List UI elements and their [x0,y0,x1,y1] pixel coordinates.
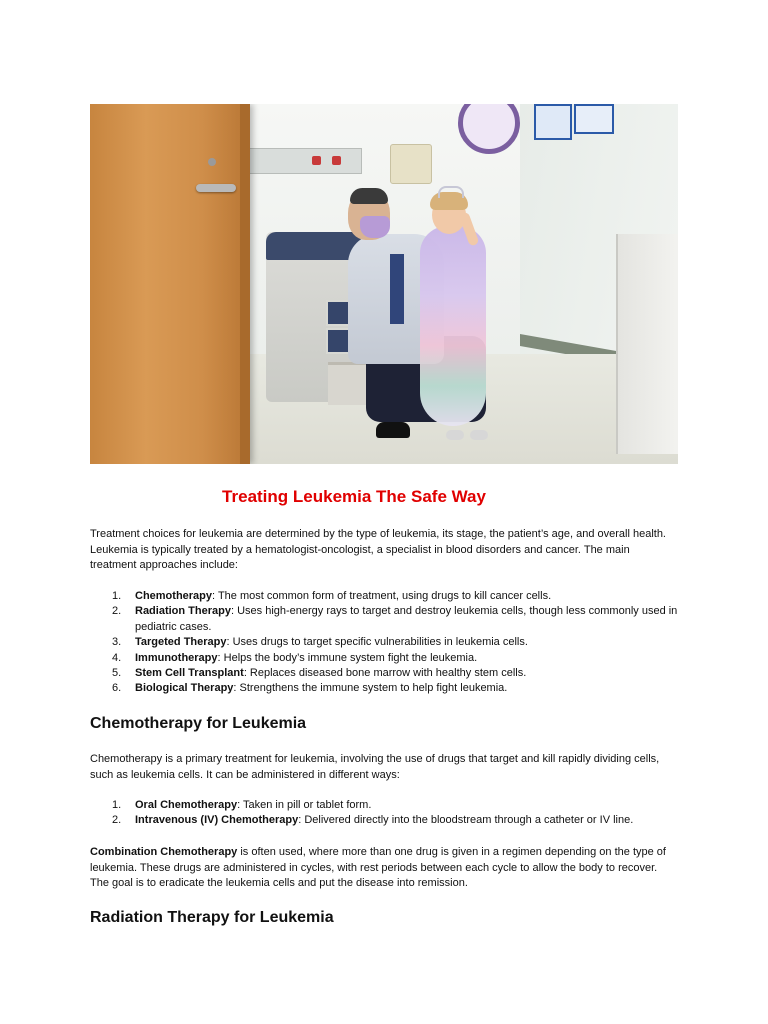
list-term: Targeted Therapy [135,636,227,649]
list-term: Stem Cell Transplant [135,667,244,680]
list-desc: : Uses high-energy rays to target and destroy leukemia cells, though less commonly used in pediatric cases. [135,605,678,633]
photo-wall-poster [534,104,572,140]
photo-child-tiara [438,186,464,198]
list-item [90,635,678,650]
photo-child-shoe [446,430,464,440]
list-desc: : Strengthens the immune system to help fight leukemia. [233,682,508,695]
list-term: Radiation Therapy [135,605,231,618]
list-desc: : Taken in pill or tablet form. [237,799,372,811]
photo-doctor-hair [350,188,388,204]
list-item [90,666,678,681]
hero-photo [90,104,678,464]
photo-doctor-tie [390,254,404,324]
list-item [90,651,678,666]
photo-doctor-shoe [376,422,410,438]
photo-child-dress [420,226,486,426]
photo-door-handle [196,184,236,192]
chemotherapy-methods-list [90,798,678,829]
list-number: 3. [112,636,122,649]
list-term: Biological Therapy [135,682,234,695]
photo-door-edge [240,104,250,464]
list-number: 2. [112,814,122,827]
list-term: Immunotherapy [135,651,218,664]
chemotherapy-paragraph: Chemotherapy is a primary treatment for leukemia, involving the use of drugs that target and kill rapidly dividing cells, such as leukemia cells. It can be administered in different ways: [90,753,660,781]
list-desc: : Helps the body’s immune system fight the leukemia. [217,651,478,664]
combination-text: is often used, where more than one drug is given in a regimen depending on the type of leukemia. These drugs are administered in cycles, with rest periods between each cycle to allow the body to recover. The goal is to eradicate the leukemia cells and put the disease into remission. [90,846,666,889]
combination-term: Combination Chemotherapy [90,846,238,858]
photo-doctor-mask [360,216,390,238]
list-number: 4. [112,651,122,664]
treatment-approaches-list [90,589,678,697]
photo-door [90,104,250,464]
list-term: Oral Chemotherapy [135,799,238,811]
list-item [90,813,678,828]
list-number: 1. [112,799,122,811]
intro-paragraph: Treatment choices for leukemia are determined by the type of leukemia, its stage, the patient’s age, and overall health. Leukemia is typically treated by a hematologist-oncologist, a specialist in blood disorders and cancer. The main treatment approaches include: [90,528,666,571]
list-desc: : Uses drugs to target specific vulnerabilities in leukemia cells. [226,636,528,649]
list-desc: : Replaces diseased bone marrow with healthy stem cells. [243,667,527,680]
list-item [90,681,678,696]
list-item [90,604,678,635]
list-number: 5. [112,667,122,680]
photo-child-shoe [470,430,488,440]
list-term: Intravenous (IV) Chemotherapy [135,814,299,827]
photo-panel-outlet [332,156,341,165]
combination-chemotherapy-paragraph [90,845,678,892]
list-number: 1. [112,590,122,602]
list-number: 6. [112,682,122,695]
photo-cabinet [616,234,678,454]
photo-door-lock [208,158,216,166]
list-desc: : The most common form of treatment, using drugs to kill cancer cells. [212,590,552,602]
section-heading-chemotherapy: Chemotherapy for Leukemia [90,715,307,732]
document-title: Treating Leukemia The Safe Way [222,487,486,506]
list-item [90,798,678,813]
list-number: 2. [112,605,122,618]
photo-wall-poster [574,104,614,134]
photo-dispenser [390,144,432,184]
list-term: Chemotherapy [135,590,213,602]
list-desc: : Delivered directly into the bloodstream through a catheter or IV line. [298,814,634,827]
list-item [90,589,678,604]
section-heading-radiation: Radiation Therapy for Leukemia [90,909,334,926]
photo-panel-outlet [312,156,321,165]
